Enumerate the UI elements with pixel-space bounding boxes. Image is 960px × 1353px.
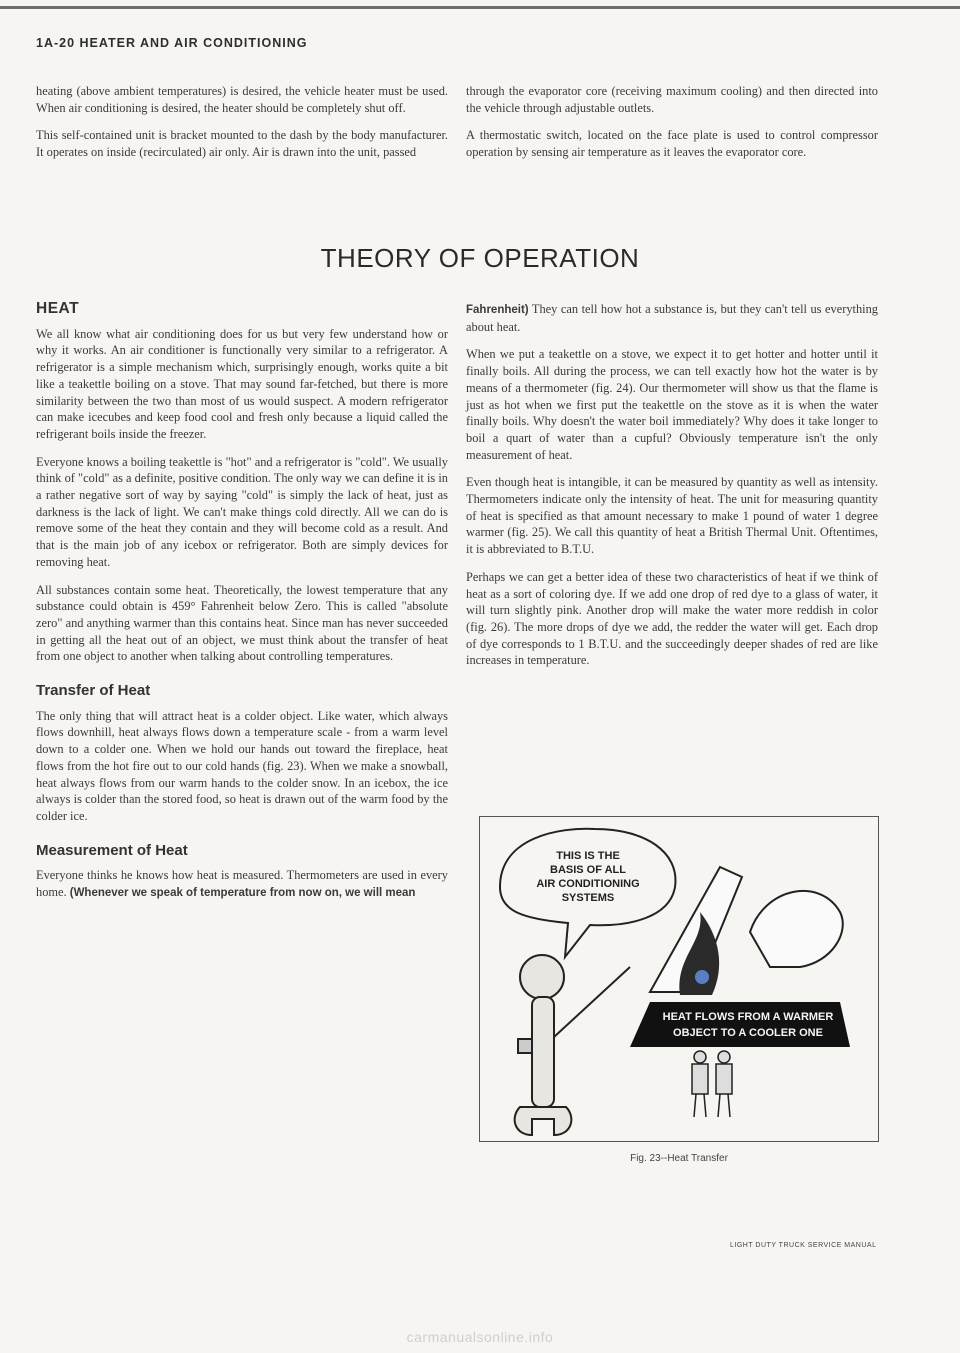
bubble-line: BASIS OF ALL: [550, 864, 626, 876]
paragraph: heating (above ambient temperatures) is desired, the vehicle heater must be used. When air conditioning is desired, the heater should be completely shut off.: [36, 84, 448, 115]
paragraph: [466, 301, 878, 335]
wrench-mascot: [515, 955, 630, 1135]
page-header: 1A-20 HEATER AND AIR CONDITIONING: [36, 36, 308, 50]
figure-caption: Fig. 23--Heat Transfer: [630, 1153, 728, 1164]
paragraph: A thermostatic switch, located on the face plate is used to control compressor operation by sensing air temperature as it leaves the evaporator core.: [466, 128, 878, 160]
bold-text-run: (Whenever we speak of temperature from now on, we will mean: [69, 887, 416, 900]
right-column: [466, 301, 878, 680]
top-rule: [0, 6, 960, 9]
banner-line: OBJECT TO A COOLER ONE: [673, 1027, 823, 1039]
text-run: They can tell how hot a substance is, but they can't tell us everything about heat.: [466, 302, 878, 334]
heat-transfer-illustration: [480, 817, 878, 1141]
top-left-column: [36, 83, 448, 172]
paragraph: When we put a teakettle on a stove, we expect it to get hotter and hotter until it finally boils. All during the process, we can tell exactly how hot the water is by means of a thermometer (fig. 24). Our thermometer will show us that the flame is just as hot when we first put the teakettle on the stove as it is when the water finally boils. Why doesn't the water boil immediately? Why does it take longer to boil a quart of water than a cupful? Obviously temperature isn't the only measurement of heat.: [466, 347, 878, 462]
paragraph: [36, 867, 448, 901]
watermark: carmanualsonline.info: [406, 1329, 554, 1345]
paragraph: The only thing that will attract heat is a colder object. Like water, which always flows downhill, heat always flows down a temperature scale - from a warm level down to a colder one. When we hold our hands out toward the fireplace, heat flows from the hot fire out to our cold hands (fig. 23). When we make a snowball, heat always flows from our warm hands to the colder snow. In an icebox, the ice always is colder than the stored food, so heat is drawn out of the warm food by the colder ice.: [36, 708, 448, 823]
text-run: Everyone thinks he knows how heat is measured. Thermometers are used in every home.: [36, 868, 448, 900]
heading-measurement: Measurement of Heat: [36, 841, 188, 859]
figure-heat-transfer: [479, 816, 879, 1142]
paragraph: All substances contain some heat. Theoretically, the lowest temperature that any substance could obtain is 459° Fahrenheit below Zero. This is called "absolute zero" and anything warmer than this contains heat. Since man has never succeeded in getting all the heat out of an object, we must think about the transfer of heat from one object to another when talking about controlling temperatures.: [36, 582, 448, 664]
bold-text-run: Fahrenheit): [466, 304, 529, 316]
paragraph: We all know what air conditioning does for us but very few understand how or why it works. An air conditioner is functionally very similar to a refrigerator. A refrigerator is a simple mechanism which, surprisingly enough, works quite a bit like a teakettle boiling on a stove. That may sound far-fetched, but there is more similarity between the two than most of us would suspect. A modern refrigerator can make icecubes and keep food cool and fresh only because a liquid called the refrigerant boils inside the freezer.: [36, 326, 448, 441]
people-figures: [692, 1051, 732, 1117]
bubble-line: AIR CONDITIONING: [536, 878, 640, 890]
banner-line: HEAT FLOWS FROM A WARMER: [662, 1011, 834, 1023]
paragraph: Perhaps we can get a better idea of these two characteristics of heat if we think of heat as a sort of coloring dye. If we add one drop of red dye to a glass of water, it will turn slightly pink. Another drop will make the water more reddish in color (fig. 26). The more drops of dye we add, the redder the water will get. Each drop of dye corresponds to 1 B.T.U. and the succeedingly deeper shades of red are like increases in temperature.: [466, 569, 878, 668]
section-title: THEORY OF OPERATION: [320, 243, 640, 273]
paragraph: This self-contained unit is bracket mounted to the dash by the body manufacturer. It operates on inside (recirculated) air only. Air is drawn into the unit, passed: [36, 128, 448, 160]
paragraph: through the evaporator core (receiving maximum cooling) and then directed into the vehicle through adjustable outlets.: [466, 84, 878, 115]
heading-transfer: Transfer of Heat: [36, 682, 151, 700]
footer: LIGHT DUTY TRUCK SERVICE MANUAL: [730, 1242, 877, 1249]
bubble-line: THIS IS THE: [556, 850, 620, 862]
paragraph: Everyone knows a boiling teakettle is "hot" and a refrigerator is "cold". We usually think of "cold" as a definite, positive condition. The only way we can define it is in a rather negative sort of way by saying "cold" is simply the lack of heat, just as darkness is the lack of light. We can't make things cold directly. All we can do is remove some of the heat they contain and they will become cold as a result. And that is the main job of any icebox or refrigerator. Both are simply devices for removing heat.: [36, 454, 448, 569]
paragraph: Even though heat is intangible, it can be measured by quantity as well as intensity. Thermometers indicate only the intensity of heat. The unit for measuring quantity of heat is specified as that amount necessary to make 1 pound of water 1 degree warmer (fig. 25). We call this quantity of heat a British Thermal Unit. Oftentimes, it is abbreviated to B.T.U.: [466, 475, 878, 557]
top-right-column: [466, 83, 878, 172]
heading-heat: HEAT: [36, 300, 80, 317]
bubble-line: SYSTEMS: [561, 892, 615, 904]
left-column: [36, 301, 448, 913]
